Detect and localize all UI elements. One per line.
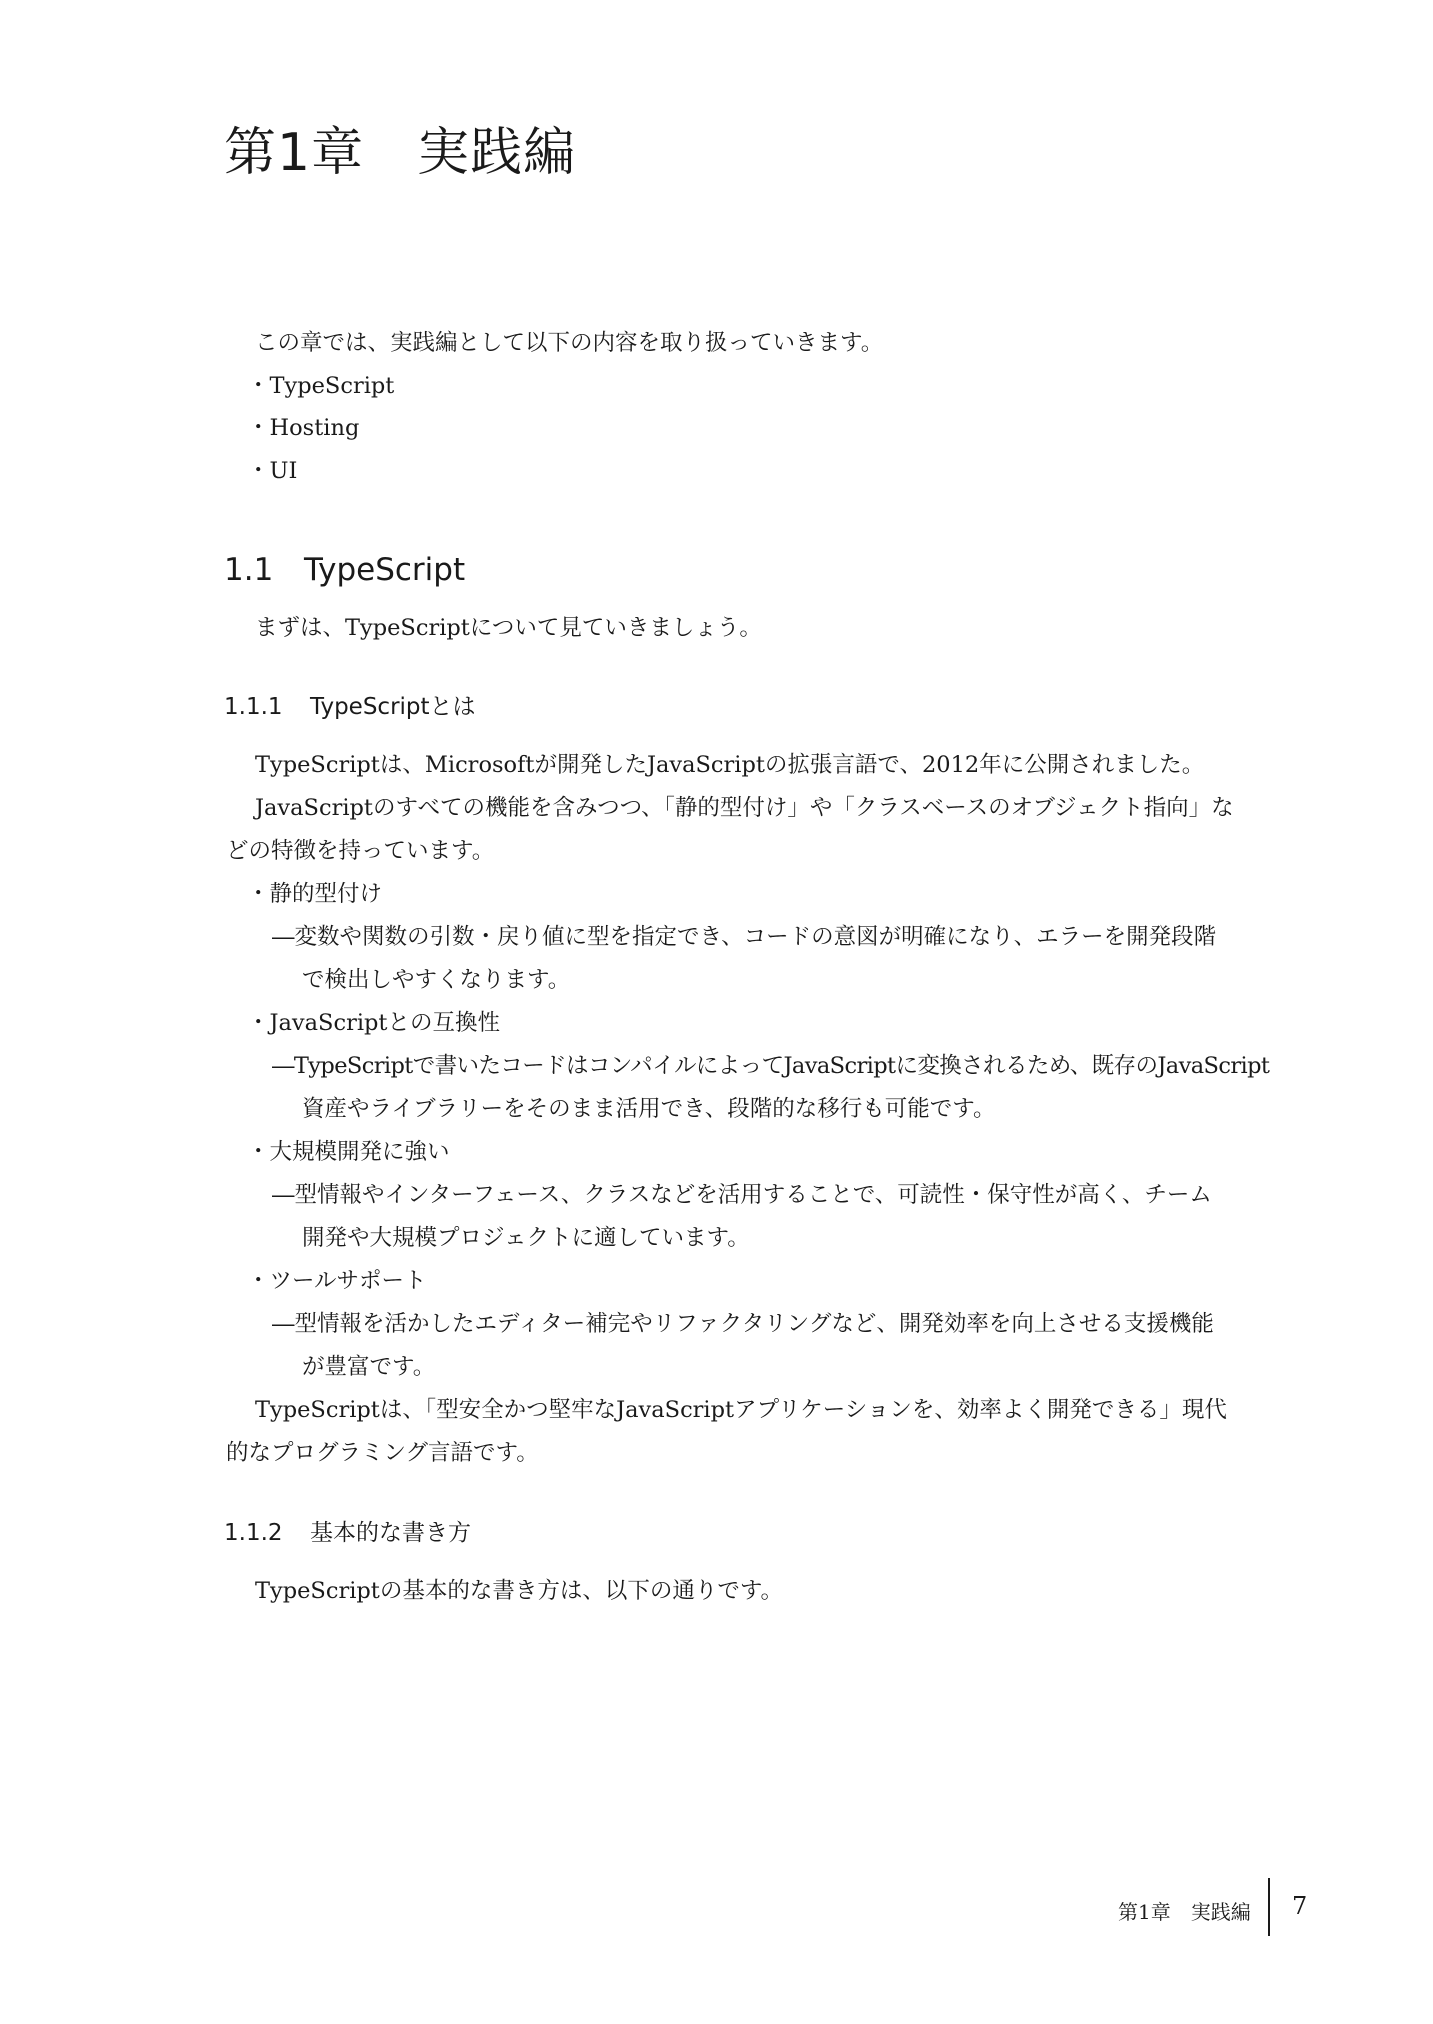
paragraph-line: どの特徴を持っています。: [226, 838, 495, 864]
section-heading-1-1-2: [224, 1514, 471, 1547]
section-number: 1.1.1: [224, 694, 283, 720]
feature-description: で検出しやすくなります。: [302, 967, 571, 993]
feature-bullet: ・静的型付け: [247, 881, 383, 907]
section-number: 1.1.2: [224, 1520, 283, 1546]
intro-list-item: ・UI: [247, 458, 298, 484]
section-title: 基本的な書き方: [310, 1520, 471, 1546]
feature-description: 資産やライブラリーをそのまま活用でき、段階的な移行も可能です。: [302, 1096, 996, 1122]
feature-bullet: ・大規模開発に強い: [247, 1139, 450, 1165]
section-heading-1-1-1: [224, 688, 476, 721]
section-1-1-2-text: TypeScriptの基本的な書き方は、以下の通りです。: [255, 1578, 784, 1604]
paragraph-line: TypeScriptは、Microsoftが開発したJavaScriptの拡張言語で、2012年に公開されました。: [255, 752, 1205, 778]
feature-description: ―変数や関数の引数・戻り値に型を指定でき、コードの意図が明確になり、エラーを開発段階: [272, 924, 1217, 950]
intro-list-item: ・TypeScript: [247, 373, 395, 399]
feature-description: ―型情報やインターフェース、クラスなどを活用することで、可読性・保守性が高く、チーム: [272, 1182, 1212, 1208]
feature-description: 開発や大規模プロジェクトに適しています。: [302, 1225, 750, 1251]
section-title: TypeScript: [304, 552, 466, 588]
footer-divider: [1268, 1878, 1270, 1936]
paragraph-line: JavaScriptのすべての機能を含みつつ、「静的型付け」や「クラスベースのオブジェクト指向」な: [255, 795, 1234, 821]
paragraph-line: 的なプログラミング言語です。: [226, 1440, 539, 1466]
section-number: 1.1: [224, 552, 274, 588]
feature-bullet: ・ツールサポート: [247, 1268, 427, 1294]
feature-description: が豊富です。: [302, 1354, 436, 1380]
footer-chapter-label: 第1章 実践編: [1118, 1900, 1251, 1924]
paragraph-line: TypeScriptは、「型安全かつ堅牢なJavaScriptアプリケーションを、効率よく開発できる」現代: [255, 1397, 1227, 1423]
section-title: TypeScriptとは: [310, 694, 476, 720]
section-1-1-text: まずは、TypeScriptについて見ていきましょう。: [255, 615, 762, 641]
feature-description: ―TypeScriptで書いたコードはコンパイルによってJavaScriptに変換されるため、既存のJavaScript: [272, 1053, 1270, 1079]
chapter-title: 第1章 実践編: [224, 123, 577, 183]
intro-text: この章では、実践編として以下の内容を取り扱っていきます。: [255, 330, 884, 356]
feature-bullet: ・JavaScriptとの互換性: [247, 1010, 500, 1036]
section-heading-1-1: [224, 552, 465, 588]
page-number: 7: [1292, 1892, 1308, 1920]
intro-list-item: ・Hosting: [247, 415, 360, 441]
feature-description: ―型情報を活かしたエディター補完やリファクタリングなど、開発効率を向上させる支援機能: [272, 1311, 1214, 1337]
